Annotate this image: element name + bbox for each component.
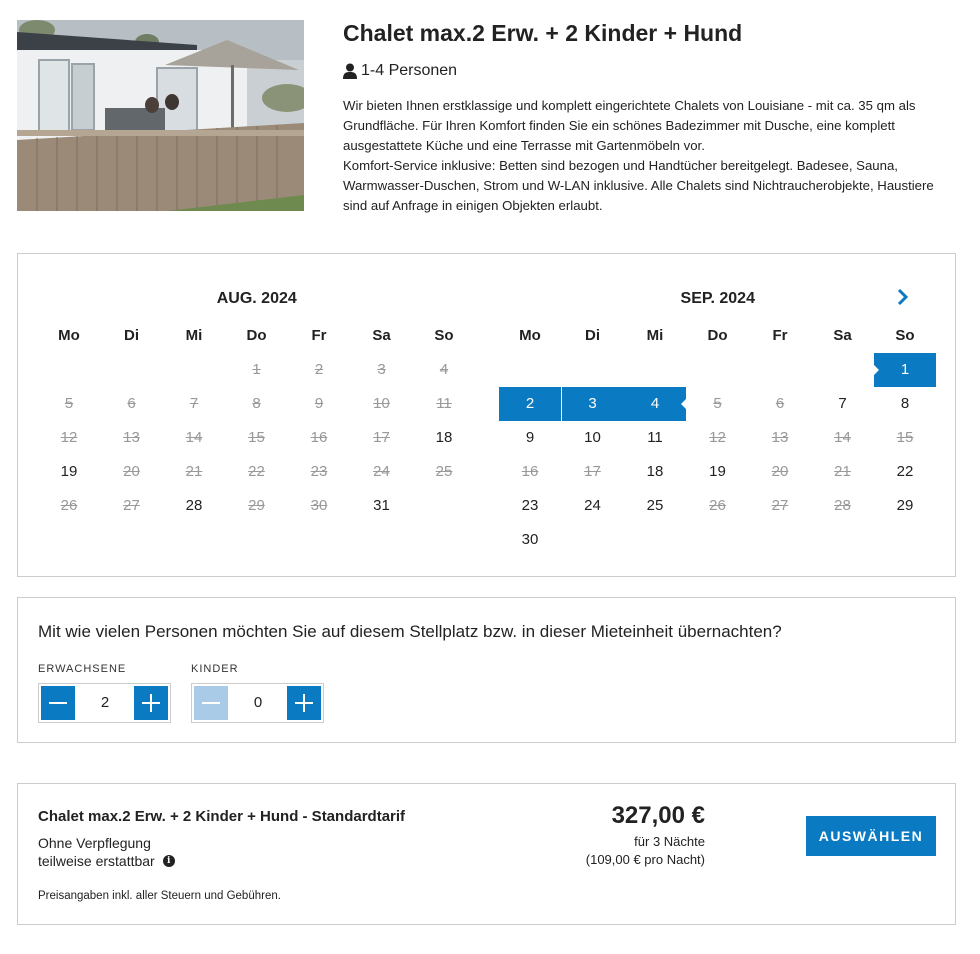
calendar-day: 5 bbox=[713, 395, 722, 412]
weekday-header: Fr bbox=[772, 327, 788, 344]
calendar-day: 25 bbox=[435, 463, 453, 480]
refund-policy bbox=[38, 853, 175, 869]
occupancy-panel bbox=[17, 597, 956, 743]
price-note: Preisangaben inkl. aller Steuern und Gebühren. bbox=[38, 890, 281, 902]
calendar-day[interactable]: 19 bbox=[60, 463, 78, 480]
calendar-day: 29 bbox=[248, 497, 265, 514]
calendar-day[interactable]: 7 bbox=[838, 395, 847, 412]
calendar-day: 17 bbox=[584, 463, 601, 480]
meal-plan: Ohne Verpflegung bbox=[38, 835, 151, 851]
unit-description bbox=[343, 96, 958, 216]
calendar-day: 21 bbox=[834, 463, 851, 480]
month-title: AUG. 2024 bbox=[216, 290, 297, 307]
refund-text: teilweise erstattbar bbox=[38, 853, 155, 869]
weekday-header: Di bbox=[585, 327, 600, 344]
weekday-header: So bbox=[895, 327, 915, 344]
persons-info bbox=[343, 62, 457, 80]
calendar-day: 13 bbox=[771, 429, 789, 446]
weekday-header: Sa bbox=[833, 327, 852, 344]
calendar-day[interactable]: 22 bbox=[896, 463, 914, 480]
unit-title: Chalet max.2 Erw. + 2 Kinder + Hund bbox=[343, 20, 743, 46]
occupancy-question: Mit wie vielen Personen möchten Sie auf diesem Stellplatz bzw. in dieser Mieteinheit übernachten? bbox=[38, 622, 782, 641]
calendar-day: 12 bbox=[60, 429, 78, 446]
calendar-day: 5 bbox=[64, 395, 74, 412]
weekday-header: Mo bbox=[58, 327, 80, 344]
availability-calendar bbox=[17, 253, 956, 577]
user-icon bbox=[343, 63, 357, 79]
calendar-day: 6 bbox=[775, 395, 785, 412]
adults-label: ERWACHSENE bbox=[38, 663, 127, 675]
calendar-day: 24 bbox=[373, 463, 390, 480]
weekday-header: Sa bbox=[372, 327, 391, 344]
chalet-photo bbox=[17, 20, 304, 211]
adults-decrement-button[interactable] bbox=[41, 686, 75, 720]
calendar-day: 12 bbox=[709, 429, 726, 446]
calendar-day: 17 bbox=[373, 429, 390, 446]
select-button[interactable]: AUSWÄHLEN bbox=[806, 816, 936, 856]
children-label: KINDER bbox=[191, 663, 239, 675]
calendar-day: 30 bbox=[310, 497, 328, 514]
month-title: SEP. 2024 bbox=[680, 290, 755, 307]
children-decrement-button[interactable] bbox=[194, 686, 228, 720]
calendar-day: 27 bbox=[123, 497, 140, 514]
calendar-day: 16 bbox=[310, 429, 328, 446]
calendar-day: 6 bbox=[127, 395, 136, 412]
calendar-day[interactable]: 28 bbox=[185, 497, 203, 514]
calendar-day: 20 bbox=[123, 463, 140, 480]
calendar-day: 4 bbox=[439, 361, 449, 378]
calendar-day: 13 bbox=[123, 429, 140, 446]
nights-count: für 3 Nächte bbox=[634, 834, 705, 849]
calendar-day: 21 bbox=[185, 463, 203, 480]
calendar-day[interactable]: 1 bbox=[874, 353, 936, 387]
calendar-day[interactable]: 8 bbox=[900, 395, 910, 412]
calendar-day: 2 bbox=[314, 361, 324, 378]
weekday-header: Mo bbox=[519, 327, 541, 344]
calendar-day[interactable]: 9 bbox=[525, 429, 535, 446]
weekday-header: Do bbox=[707, 327, 728, 344]
calendar-day[interactable]: 29 bbox=[896, 497, 914, 514]
total-price: 327,00 € bbox=[611, 802, 705, 829]
chevron-right-icon[interactable] bbox=[896, 288, 910, 306]
rate-title: Chalet max.2 Erw. + 2 Kinder + Hund - Standardtarif bbox=[38, 808, 406, 825]
calendar-day: 15 bbox=[248, 429, 265, 446]
calendar-day[interactable]: 11 bbox=[647, 429, 663, 446]
description-paragraph: Wir bieten Ihnen erstklassige und komplett eingerichtete Chalets von Louisiane - mit ca. 35 qm als Grundfläche. Für Ihren Komfort finden Sie ein schönes Badezimmer mit Dusche, eine komplett ausgestattete Küche und eine Terrasse mit Gartenmöbeln vor. bbox=[343, 98, 916, 153]
weekday-header: Mi bbox=[185, 327, 203, 344]
description-paragraph: Komfort-Service inklusive: Betten sind bezogen und Handtücher bereitgelegt. Badesee, Sauna, Warmwasser-Duschen, Strom und W-LAN inklusive. Alle Chalets sind Nichtraucherobjekte, Haustiere sind auf Anfrage in einigen Objekten erlaubt. bbox=[343, 158, 934, 213]
calendar-day[interactable]: 18 bbox=[435, 429, 453, 446]
calendar-day[interactable]: 25 bbox=[646, 497, 664, 514]
calendar-day[interactable]: 19 bbox=[709, 463, 726, 480]
weekday-header: So bbox=[434, 327, 454, 344]
calendar-day: 3 bbox=[377, 361, 386, 378]
calendar-day: 27 bbox=[771, 497, 789, 514]
adults-stepper bbox=[38, 683, 171, 723]
calendar-day: 20 bbox=[771, 463, 789, 480]
rate-offer bbox=[17, 783, 956, 925]
calendar-day[interactable]: 4 bbox=[624, 387, 686, 421]
calendar-day[interactable]: 18 bbox=[646, 463, 664, 480]
calendar-day[interactable]: 31 bbox=[373, 497, 390, 514]
persons-text: 1-4 Personen bbox=[361, 62, 458, 79]
calendar-day[interactable]: 30 bbox=[521, 531, 539, 548]
calendar-day[interactable]: 24 bbox=[584, 497, 601, 514]
children-value: 0 bbox=[253, 694, 263, 711]
calendar-day[interactable]: 23 bbox=[521, 497, 539, 514]
adults-increment-button[interactable] bbox=[134, 686, 168, 720]
children-increment-button[interactable] bbox=[287, 686, 321, 720]
calendar-day[interactable]: 3 bbox=[562, 387, 624, 421]
calendar-day[interactable]: 10 bbox=[584, 429, 601, 446]
calendar-day: 14 bbox=[185, 429, 203, 446]
calendar-day: 26 bbox=[709, 497, 726, 514]
weekday-header: Do bbox=[246, 327, 267, 344]
calendar-day: 7 bbox=[189, 395, 199, 412]
calendar-day: 22 bbox=[248, 463, 265, 480]
calendar-day: 23 bbox=[310, 463, 328, 480]
calendar-day: 28 bbox=[834, 497, 851, 514]
weekday-header: Fr bbox=[311, 327, 327, 344]
calendar-day: 15 bbox=[896, 429, 914, 446]
calendar-day: 11 bbox=[436, 395, 452, 412]
calendar-day: 8 bbox=[252, 395, 261, 412]
calendar-day: 9 bbox=[314, 395, 324, 412]
calendar-day: 16 bbox=[521, 463, 539, 480]
price-per-night: (109,00 € pro Nacht) bbox=[585, 852, 705, 867]
adults-value: 2 bbox=[100, 694, 110, 711]
weekday-header: Mi bbox=[646, 327, 664, 344]
calendar-day: 1 bbox=[252, 361, 261, 378]
weekday-header: Di bbox=[124, 327, 139, 344]
calendar-day: 14 bbox=[834, 429, 851, 446]
calendar-day[interactable]: 2 bbox=[499, 387, 561, 421]
children-stepper bbox=[191, 683, 324, 723]
calendar-day: 10 bbox=[373, 395, 390, 412]
info-icon[interactable]: i bbox=[163, 855, 175, 867]
calendar-day: 26 bbox=[60, 497, 78, 514]
